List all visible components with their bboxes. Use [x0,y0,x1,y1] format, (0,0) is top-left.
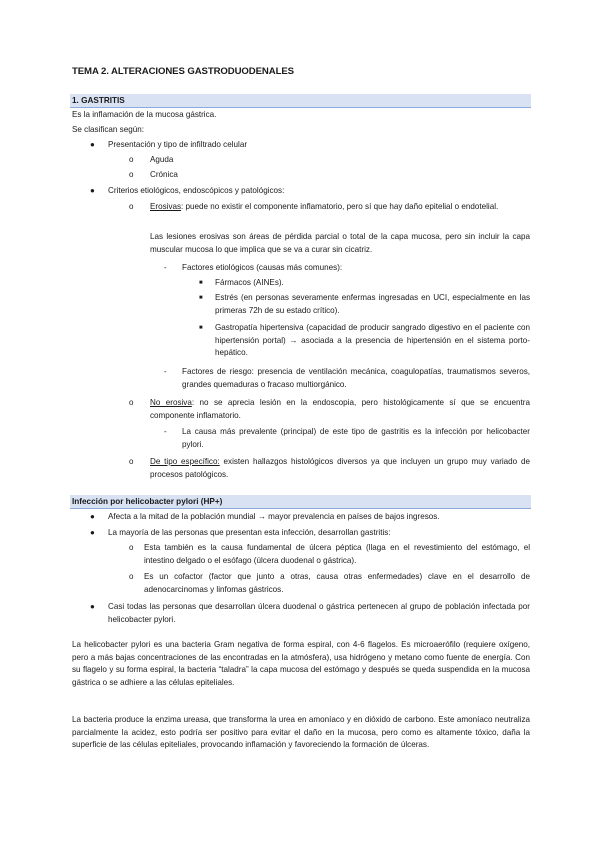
list-item: Factores de riesgo: presencia de ventilación mecánica, coagulopatías, traumatismos severos, grandes quemaduras o fracaso multiorgánico. [182,367,530,389]
list-item: La mayoría de las personas que presentan esta infección, desarrollan gastritis: [108,528,391,537]
section-heading-hp: Infección por helicobacter pylori (HP+) [72,497,223,506]
list-item: Casi todas las personas que desarrollan úlcera duodenal o gástrica pertenecen al grupo de población infectada por helicobacter pylori. [108,602,530,624]
bullet-circle-icon: o [129,155,134,164]
bullet-circle-icon: o [129,457,134,466]
document-title: TEMA 2. ALTERACIONES GASTRODUODENALES [72,66,294,77]
bullet-dot-icon: ● [90,528,95,537]
paragraph: Las lesiones erosivas son áreas de pérdida parcial o total de la capa mucosa, pero sin incluir la capa muscular mucosa lo que implica que se va a curar sin cicatriz. [150,232,530,254]
list-item: Aguda [150,155,174,164]
list-item: Estrés (en personas severamente enfermas ingresadas en UCI, especialmente en las primeras 72h de su estado crítico). [215,293,530,315]
list-item: Esta también es la causa fundamental de úlcera péptica (llaga en el revestimiento del estómago, el intestino delgado o el esófago (úlcera duodenal o gástrica). [144,543,530,565]
dash-icon: - [164,427,167,436]
bullet-dot-icon: ● [90,512,95,521]
bullet-circle-icon: o [129,170,134,179]
intro-line: Es la inflamación de la mucosa gástrica. [72,110,217,119]
list-item-no-erosiva [150,397,530,422]
list-item-erosivas [150,201,530,214]
list-item: Fármacos (AINEs). [215,278,284,287]
section-heading-band [70,94,531,108]
list-item: Es un cofactor (factor que junto a otras, causa otras enfermedades) clave en el desarrollo de adenocarcinomas y linfomas gástricos. [144,572,530,594]
dash-icon: - [164,367,167,376]
bullet-dot-icon: ● [90,602,95,611]
bullet-square-icon: ■ [199,325,203,331]
especifico-text: existen hallazgos histológicos diversos ya que incluyen un grupo muy variado de procesos patológicos. [150,457,531,479]
intro-line: Se clasifican según: [72,125,144,134]
bullet-dot-icon: ● [90,186,95,195]
list-item: La causa más prevalente (principal) de este tipo de gastritis es la infección por helicobacter pylori. [182,427,530,449]
bullet-dot-icon: ● [90,140,95,149]
no-erosiva-text: : no se aprecia lesión en la endoscopia, pero histológicamente sí que se encuentra componente inflamatorio. [150,398,530,420]
erosivas-text: : puede no existir el componente inflamatorio, pero sí que hay daño epitelial o endotelial. [181,202,499,211]
bullet-circle-icon: o [129,202,134,211]
list-item: Factores etiológicos (causas más comunes): [182,263,343,272]
term-no-erosiva: No erosiva [150,398,192,407]
list-item: Presentación y tipo de infiltrado celular [108,140,248,149]
term-erosivas: Erosivas [150,202,182,211]
paragraph: La helicobacter pylori es una bacteria Gram negativa de forma espiral, con 4-6 flagelos. Es microaerófilo (requiere oxígeno, pero a más bajas concentraciones de las encontradas en la atmósfera), usa hidrógeno y metano como fuente de energía. Con su flagelo y su forma espiral, la bacteria “taladra” la capa mucosa del estómago y después se queda suspendida en la mucosa gástrica o se adhiere a las células epiteliales. [72,640,530,687]
paragraph: La bacteria produce la enzima ureasa, que transforma la urea en amoníaco y en dióxido de carbono. Este amoníaco neutraliza parcialmente la acidez, esto podría ser positivo para evitar el daño en la mucosa, pero como es altamente tóxico, daña la superficie de las células epiteliales, provocando inflamación y favoreciendo la formación de úlceras. [72,715,530,750]
bullet-circle-icon: o [129,572,134,581]
list-item: Afecta a la mitad de la población mundial → mayor prevalencia en países de bajos ingresos. [108,512,440,521]
list-item: Crónica [150,170,178,179]
bullet-circle-icon: o [129,398,134,407]
list-item: Criterios etiológicos, endoscópicos y patológicos: [108,186,285,195]
bullet-square-icon: ■ [199,280,203,286]
term-especifico: De tipo específico: [150,457,220,466]
section-heading-gastritis: 1. GASTRITIS [72,96,125,105]
bullet-square-icon: ■ [199,295,203,301]
bullet-circle-icon: o [129,543,134,552]
dash-icon: - [164,263,167,272]
list-item: Gastropatía hipertensiva (capacidad de producir sangrado digestivo en el paciente con hipertensión portal) → asociada a la presencia de hipertensión en el sistema porto-hepático. [215,323,530,358]
list-item-especifico [150,456,530,481]
